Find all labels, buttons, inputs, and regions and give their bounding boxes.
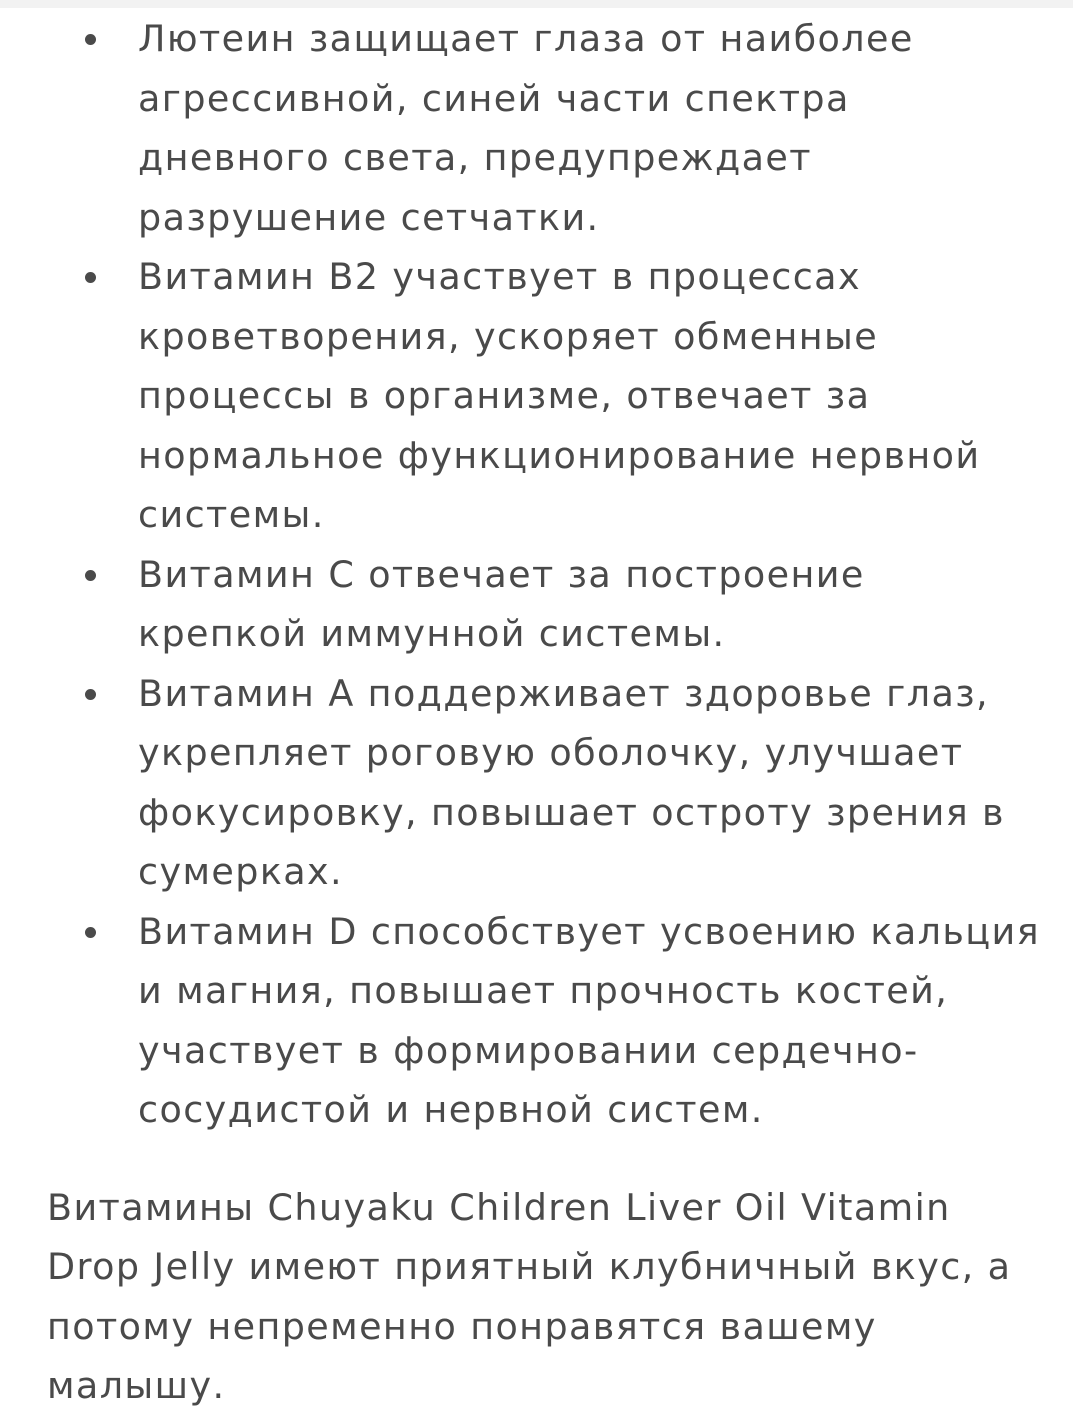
text-line: Витамин B2 участвует в процессах <box>138 255 861 298</box>
text-line: и магния, повышает прочность костей, <box>138 969 949 1012</box>
text-line: сумерках. <box>138 850 344 893</box>
top-divider-strip <box>0 0 1073 8</box>
benefits-list <box>47 9 1057 1140</box>
text-line: сосудистой и нервной систем. <box>138 1088 764 1131</box>
benefit-text <box>138 545 1057 664</box>
text-line: Витамин С отвечает за построение <box>138 552 865 596</box>
text-line: укрепляет роговую оболочку, улучшает <box>138 731 964 774</box>
text-line: нормальное функционирование нервной <box>138 433 981 477</box>
benefit-text <box>138 664 1057 902</box>
list-item <box>47 545 1057 664</box>
text-line: дневного света, предупреждает <box>138 136 812 179</box>
text-line: Витамин D способствует усвоению кальция <box>138 909 1041 953</box>
text-line: разрушение сетчатки. <box>138 195 600 239</box>
text-line: потому непременно понравятся вашему <box>47 1304 877 1348</box>
text-line: фокусировку, повышает остроту зрения в <box>138 790 1005 834</box>
benefit-text <box>138 247 1057 545</box>
list-item <box>47 247 1057 545</box>
bullet-dot-icon <box>85 34 96 45</box>
bullet-dot-icon <box>85 570 96 581</box>
closing-paragraph <box>47 1178 1047 1416</box>
bullet-dot-icon <box>85 927 96 938</box>
bullet-dot-icon <box>85 689 96 700</box>
text-line: кроветворения, ускоряет обменные <box>138 314 879 358</box>
list-item <box>47 664 1057 902</box>
text-line: Drop Jelly имеют приятный клубничный вкус, а <box>47 1245 1012 1288</box>
text-line: участвует в формировании сердечно- <box>138 1028 919 1072</box>
text-line: Витамин А поддерживает здоровье глаз, <box>138 671 990 715</box>
text-line: агрессивной, синей части спектра <box>138 76 850 120</box>
bullet-dot-icon <box>85 272 96 283</box>
text-line: крепкой иммунной системы. <box>138 612 726 655</box>
text-line: процессы в организме, отвечает за <box>138 374 871 417</box>
list-item <box>47 9 1057 247</box>
text-line: Витамины Chuyaku Children Liver Oil Vitamin <box>47 1185 951 1229</box>
text-line: Лютеин защищает глаза от наиболее <box>138 17 914 60</box>
text-line: малышу. <box>47 1364 226 1407</box>
text-line: системы. <box>138 493 325 536</box>
list-item <box>47 902 1057 1140</box>
article-body <box>47 9 1057 1416</box>
benefit-text <box>138 9 1057 247</box>
benefit-text <box>138 902 1057 1140</box>
